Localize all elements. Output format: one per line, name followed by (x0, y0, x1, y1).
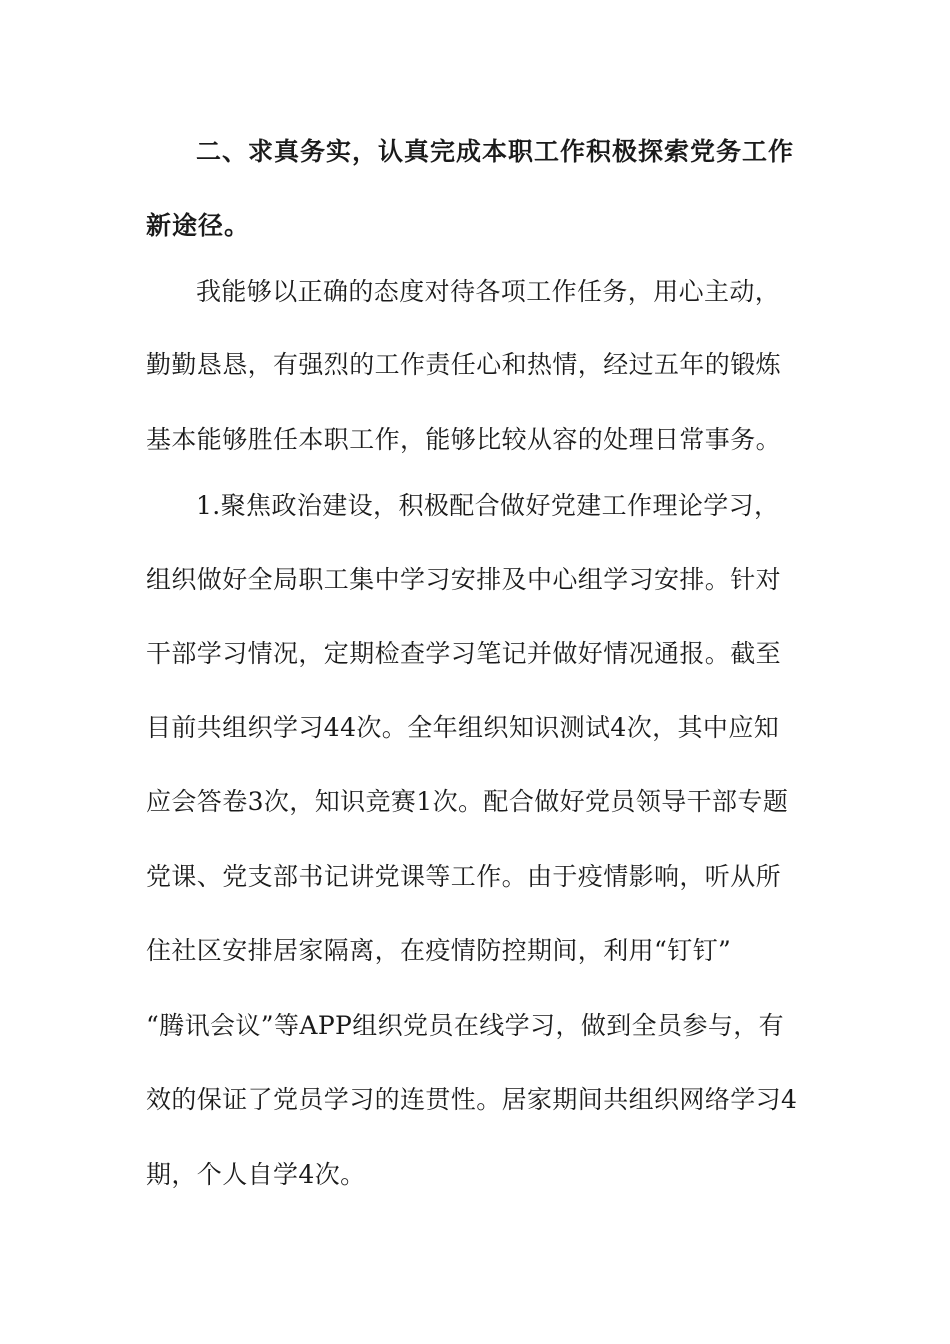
paragraph-2-line-2: 组织做好全局职工集中学习安排及中心组学习安排。针对 (146, 565, 782, 594)
paragraph-2-line-4: 目前共组织学习44次。全年组织知识测试4次，其中应知 (146, 713, 780, 742)
paragraph-2-line-10: 期，个人自学4次。 (146, 1160, 366, 1189)
section-heading-line-2: 新途径。 (146, 211, 251, 240)
paragraph-2-line-9: 效的保证了党员学习的连贯性。居家期间共组织网络学习4 (146, 1085, 798, 1114)
paragraph-2-line-8: “腾讯会议”等APP组织党员在线学习，做到全员参与，有 (146, 1011, 785, 1040)
paragraph-2-line-6: 党课、党支部书记讲党课等工作。由于疫情影响，听从所 (146, 862, 782, 891)
paragraph-2-line-5: 应会答卷3次，知识竞赛1次。配合做好党员领导干部专题 (146, 787, 789, 816)
paragraph-1-line-2: 勤勤恳恳，有强烈的工作责任心和热情，经过五年的锻炼 (146, 350, 782, 379)
section-heading-line-1: 二、求真务实，认真完成本职工作积极探索党务工作 (196, 137, 795, 166)
paragraph-2-line-1: 1.聚焦政治建设，积极配合做好党建工作理论学习， (196, 491, 780, 520)
paragraph-1-line-1: 我能够以正确的态度对待各项工作任务，用心主动， (196, 277, 781, 306)
paragraph-1-line-3: 基本能够胜任本职工作，能够比较从容的处理日常事务。 (146, 425, 782, 454)
paragraph-2-line-7: 住社区安排居家隔离，在疫情防控期间，利用“钉钉” (146, 936, 732, 965)
paragraph-2-line-3: 干部学习情况，定期检查学习笔记并做好情况通报。截至 (146, 639, 782, 668)
